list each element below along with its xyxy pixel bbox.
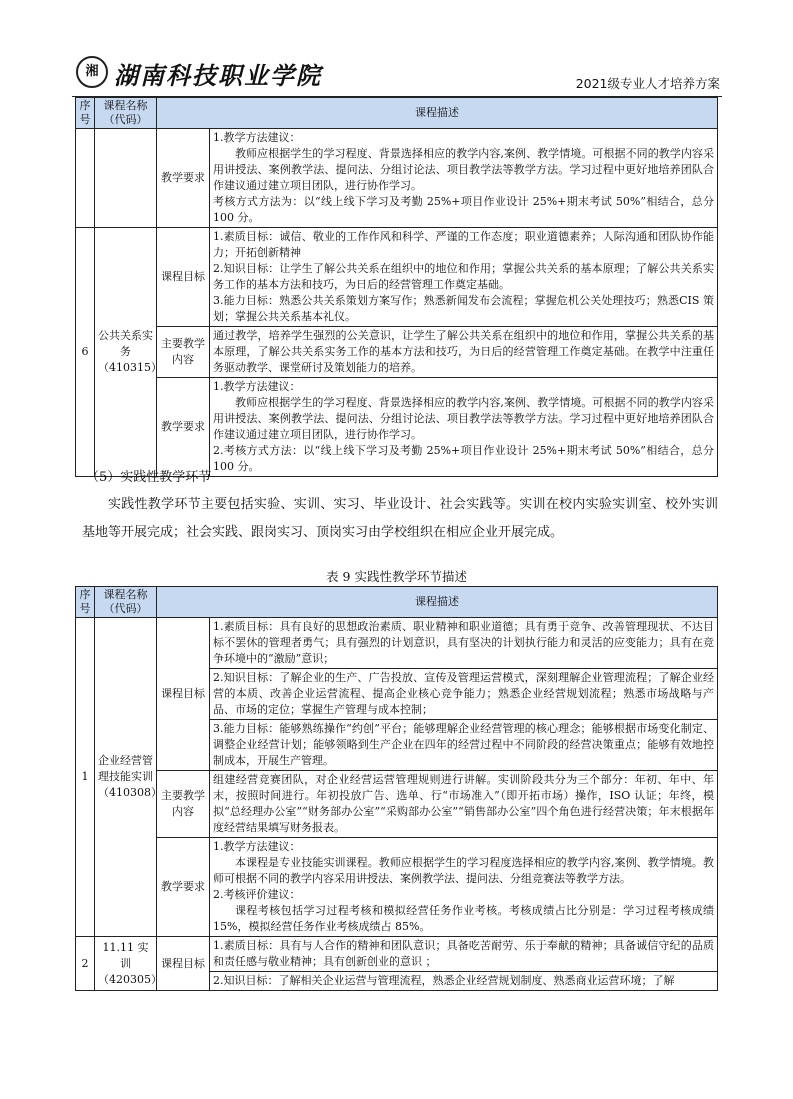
goal-quality: 1.素质目标：具有良好的思想政治素质、职业精神和职业道德；具有勇于竞争、改善管理现状、不达目标不罢休的管理者勇气；具有强烈的计划意识，具有坚决的计划执行能力和灵活的应变能力；具有在竞争环境中的“激励”意识； <box>210 618 718 669</box>
col-no-header: 序号 <box>76 98 95 129</box>
course-goal-label: 课程目标 <box>157 937 210 991</box>
col-name-header: 课程名称（代码） <box>95 587 157 618</box>
goal-knowledge: 2.知识目标：了解相关企业运营与管理流程，熟悉企业经营规划制度、熟悉商业运营环境；了解 <box>210 972 718 991</box>
goal-ability: 3.能力目标：能够熟练操作“约创”平台；能够理解企业经营管理的核心理念；能够根据市场变化制定、调整企业经营计划；能够领略到生产企业在四年的经营过程中不同阶段的经营决策重点；能够有效地控制成本，开展生产管理。 <box>210 720 718 771</box>
col-desc-header: 课程描述 <box>157 587 718 618</box>
table-row <box>76 618 718 669</box>
school-name: 湖南科技职业学院 <box>114 61 322 90</box>
course-goal-text: 1.素质目标：诚信、敬业的工作作风和科学、严谨的工作态度；职业道德素养；人际沟通和团队协作能力；开拓创新精神 2.知识目标：让学生了解公共关系在组织中的地位和作用；掌握公共关系的基本原理；了解公共关系实务工作的基本方法和技巧，为日后的经营管理工作奠定基础。 3.能力目标：熟悉公共关系策划方案写作；熟悉新闻发布会流程；掌握危机公关处理技巧；熟悉CIS 策划；掌握公共关系基本礼仪。 <box>210 228 718 327</box>
teaching-req-label: 教学要求 <box>157 838 210 937</box>
table-row <box>76 771 718 838</box>
col-no-header: 序号 <box>76 587 95 618</box>
teaching-req-label: 教学要求 <box>157 129 210 228</box>
row-no: 6 <box>76 228 95 477</box>
practice-table <box>75 586 718 991</box>
teaching-req-text: 1.教学方法建议： 本课程是专业技能实训课程。教师应根据学生的学习程度选择相应的教学内容,案例、教学情境。教师可根据不同的教学内容采用讲授法、案例教学法、提问法、分组竞赛法等教学方法。 2.考核评价建议： 课程考核包括学习过程考核和模拟经营任务作业考核。考核成绩占比分别是：学习过程考核成绩 15%，模拟经营任务作业考核成绩占 85%。 <box>210 838 718 937</box>
goal-quality: 1.素质目标：具有与人合作的精神和团队意识；具备吃苦耐劳、乐于奉献的精神；具备诚信守纪的品质和责任感与敬业精神；具有创新创业的意识 ； <box>210 937 718 972</box>
page-header <box>72 52 722 97</box>
table-row <box>76 327 718 378</box>
course-goal-label: 课程目标 <box>157 228 210 327</box>
course-name: 企业经营管理技能实训 （410308） <box>95 618 157 937</box>
table-row <box>76 838 718 937</box>
content-label: 主要教学内容 <box>157 327 210 378</box>
section-paragraph: 实践性教学环节主要包括实验、实训、实习、毕业设计、社会实践等。实训在校内实验实训室、校外实训基地等开展完成；社会实践、跟岗实习、顶岗实习由学校组织在相应企业开展完成。 <box>82 497 718 540</box>
content-text: 组建经营竞赛团队，对企业经营运营管理规则进行讲解。实训阶段共分为三个部分：年初、年中、年末，按照时间进行。年初投放广告、选单、行“市场准入”（即开拓市场）操作，ISO 认证；年终，模拟“总经理办公室”“财务部办公室”“采购部办公室”“销售部办公室”四个角色进行经营决策；年末根据年度经营结果填写财务报表。 <box>210 771 718 838</box>
col-desc-header: 课程描述 <box>157 98 718 129</box>
document-title: 2021级专业人才培养方案 <box>575 76 720 91</box>
section-heading: （5）实践性教学环节 <box>86 470 212 485</box>
row-no: 2 <box>76 937 95 991</box>
table-row <box>76 228 718 327</box>
table-row <box>76 378 718 477</box>
content-text: 通过教学，培养学生强烈的公关意识，让学生了解公共关系在组织中的地位和作用，掌握公共关系的基本原理，了解公共关系实务工作的基本方法和技巧，为日后的经营管理工作奠定基础。在教学中注重任务驱动教学、课堂研讨及策划能力的培养。 <box>210 327 718 378</box>
teaching-req-label: 教学要求 <box>157 378 210 477</box>
table-row <box>76 129 718 228</box>
goal-knowledge: 2.知识目标：了解企业的生产、广告投放、宣传及管理运营模式，深刻理解企业管理流程；了解企业经营的本质、改善企业运营流程、提高企业核心竞争能力；熟悉企业经营规划流程；熟悉市场战略与产品、市场的定位；掌握生产管理与成本控制； <box>210 669 718 720</box>
table-caption: 表 9 实践性教学环节描述 <box>326 569 467 584</box>
school-logo <box>76 56 108 88</box>
col-name-header: 课程名称（代码） <box>95 98 157 129</box>
teaching-req-text: 1.教学方法建议： 教师应根据学生的学习程度、背景选择相应的教学内容,案例、教学情境。可根据不同的教学内容采用讲授法、案例教学法、提问法、分组讨论法、项目教学法等教学方法。学习过程中更好地培养团队合作建议通过建立项目团队，进行协作学习。 考核方式方法为：以“线上线下学习及考勤 25%+项目作业设计 25%+期末考试 50%”相结合，总分 100 分。 <box>210 129 718 228</box>
row-no: 1 <box>76 618 95 937</box>
logo-glyph: 湘 <box>85 64 99 79</box>
course-table-continued <box>75 97 718 477</box>
course-name: 公共关系实务 （410315） <box>95 228 157 477</box>
teaching-req-text: 1.教学方法建议： 教师应根据学生的学习程度、背景选择相应的教学内容,案例、教学情境。可根据不同的教学内容采用讲授法、案例教学法、提问法、分组讨论法、项目教学法等教学方法。学习过程中更好地培养团队合作建议通过建立项目团队，进行协作学习。 2.考核方式方法：以“线上线下学习及考勤 25%+项目作业设计 25%+期末考试 50%”相结合，总分 100 分。 <box>210 378 718 477</box>
course-name: 11.11 实训 （420305） <box>95 937 157 991</box>
course-goal-label: 课程目标 <box>157 618 210 771</box>
table-header-row <box>76 98 718 129</box>
table-row <box>76 937 718 972</box>
content-label: 主要教学内容 <box>157 771 210 838</box>
table-header-row <box>76 587 718 618</box>
